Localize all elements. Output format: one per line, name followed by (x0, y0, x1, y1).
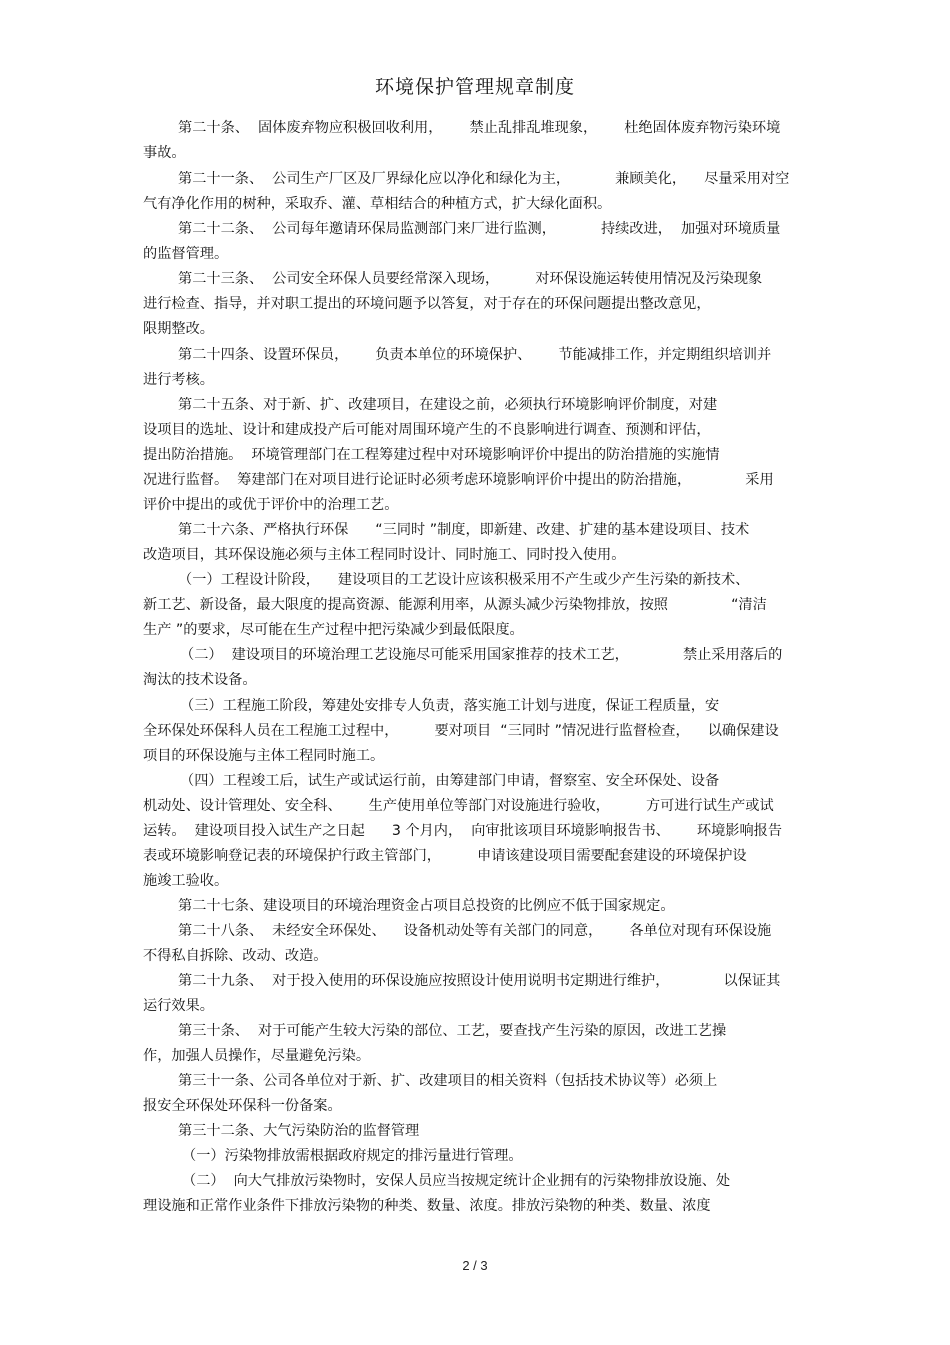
document-title: 环境保护管理规章制度 (374, 76, 575, 98)
text-line: 全环保处环保科人员在工程施工过程中， 要对项目 “三同时 ”情况进行监督检查， 以确保建设 (143, 723, 779, 739)
text-line: 事故。 (143, 145, 186, 161)
text-line: 提出防治措施。 环境管理部门在工程筹建过程中对环境影响评价中提出的防治措施的实施情 (143, 447, 720, 463)
text-line: 表或环境影响登记表的环境保护行政主管部门， 申请该建设项目需要配套建设的环境保护设 (143, 848, 747, 864)
text-line: 第二十二条、 公司每年邀请环保局监测部门来厂进行监测， 持续改进， 加强对环境质量 (178, 221, 781, 237)
text-line: 况进行监督。 筹建部门在对项目进行论证时必须考虑环境影响评价中提出的防治措施， 采用 (143, 472, 774, 488)
text-line: 第三十二条、大气污染防治的监督管理 (178, 1123, 420, 1139)
text-line: 第二十四条、设置环保员， 负责本单位的环境保护、 节能减排工作，并定期组织培训并 (178, 347, 772, 363)
text-line: 不得私自拆除、改动、改造。 (143, 948, 328, 964)
text-line: （二） 向大气排放污染物时，安保人员应当按规定统计企业拥有的污染物排放设施、处 (182, 1173, 731, 1189)
text-line: （三）工程施工阶段，筹建处安排专人负责，落实施工计划与进度，保证工程质量，安 (180, 698, 720, 714)
text-line: 第二十一条、 公司生产厂区及厂界绿化应以净化和绿化为主， 兼顾美化， 尽量采用对空 (178, 171, 790, 187)
text-line: 第二十六条、严格执行环保 “三同时 ”制度，即新建、改建、扩建的基本建设项目、技术 (178, 522, 750, 538)
text-line: 报安全环保处环保科一份备案。 (143, 1098, 342, 1114)
text-line: 生产 ”的要求，尽可能在生产过程中把污染减少到最低限度。 (143, 622, 524, 638)
text-line: （二） 建设项目的环境治理工艺设施尽可能采用国家推荐的技术工艺， 禁止采用落后的 (180, 647, 783, 663)
text-line: 作，加强人员操作，尽量避免污染。 (143, 1048, 371, 1064)
text-line: 第二十八条、 未经安全环保处、 设备机动处等有关部门的同意， 各单位对现有环保设施 (178, 923, 772, 939)
text-line: 新工艺、新设备，最大限度的提高资源、能源利用率，从源头减少污染物排放，按照 “清洁 (143, 597, 767, 613)
text-line: 第二十条、 固体废弃物应积极回收利用， 禁止乱排乱堆现象， 杜绝固体废弃物污染环境 (178, 120, 781, 136)
text-line: 项目的环保设施与主体工程同时施工。 (143, 748, 385, 764)
text-line: 第三十一条、公司各单位对于新、扩、改建项目的相关资料（包括技术协议等）必须上 (178, 1073, 718, 1089)
text-line: 机动处、设计管理处、安全科、 生产使用单位等部门对设施进行验收， 方可进行试生产或试 (143, 798, 774, 814)
text-line: 理设施和正常作业条件下排放污染物的种类、数量、浓度。排放污染物的种类、数量、浓度 (143, 1198, 711, 1214)
text-line: （四）工程竣工后，试生产或试运行前，由筹建部门申请，督察室、安全环保处、设备 (180, 773, 720, 789)
text-line: 设项目的选址、设计和建成投产后可能对周围环境产生的不良影响进行调查、预测和评估， (143, 422, 711, 438)
text-line: 改造项目，其环保设施必须与主体工程同时设计、同时施工、同时投入使用。 (143, 547, 626, 563)
text-line: 第二十三条、 公司安全环保人员要经常深入现场， 对环保设施运转使用情况及污染现象 (178, 271, 763, 287)
text-line: 运转。 建设项目投入试生产之日起 3 个月内， 向审批该项目环境影响报告书、 环境影响报告 (143, 823, 783, 839)
text-line: （一）工程设计阶段， 建设项目的工艺设计应该积极采用不产生或少产生污染的新技术、 (178, 572, 750, 588)
text-line: 第二十五条、对于新、扩、改建项目，在建设之前，必须执行环境影响评价制度，对建 (178, 397, 718, 413)
text-line: 的监督管理。 (143, 246, 229, 262)
text-line: 评价中提出的或优于评价中的治理工艺。 (143, 497, 399, 513)
text-line: 运行效果。 (143, 998, 214, 1014)
text-line: 第三十条、 对于可能产生较大污染的部位、工艺，要查找产生污染的原因，改进工艺操 (178, 1023, 727, 1039)
text-line: （一）污染物排放需根据政府规定的排污量进行管理。 (182, 1148, 523, 1164)
text-line: 进行考核。 (143, 372, 214, 388)
text-line: 限期整改。 (143, 321, 214, 337)
text-line: 淘汰的技术设备。 (143, 672, 257, 688)
text-line: 施竣工验收。 (143, 873, 229, 889)
text-line: 气有净化作用的树种，采取乔、灌、草相结合的种植方式，扩大绿化面积。 (143, 196, 612, 212)
text-line: 第二十九条、 对于投入使用的环保设施应按照设计使用说明书定期进行维护， 以保证其 (178, 973, 781, 989)
text-line: 第二十七条、建设项目的环境治理资金占项目总投资的比例应不低于国家规定。 (178, 898, 675, 914)
page-number: 2 / 3 (462, 1258, 488, 1273)
text-line: 进行检查、指导，并对职工提出的环境问题予以答复，对于存在的环保问题提出整改意见， (143, 296, 711, 312)
